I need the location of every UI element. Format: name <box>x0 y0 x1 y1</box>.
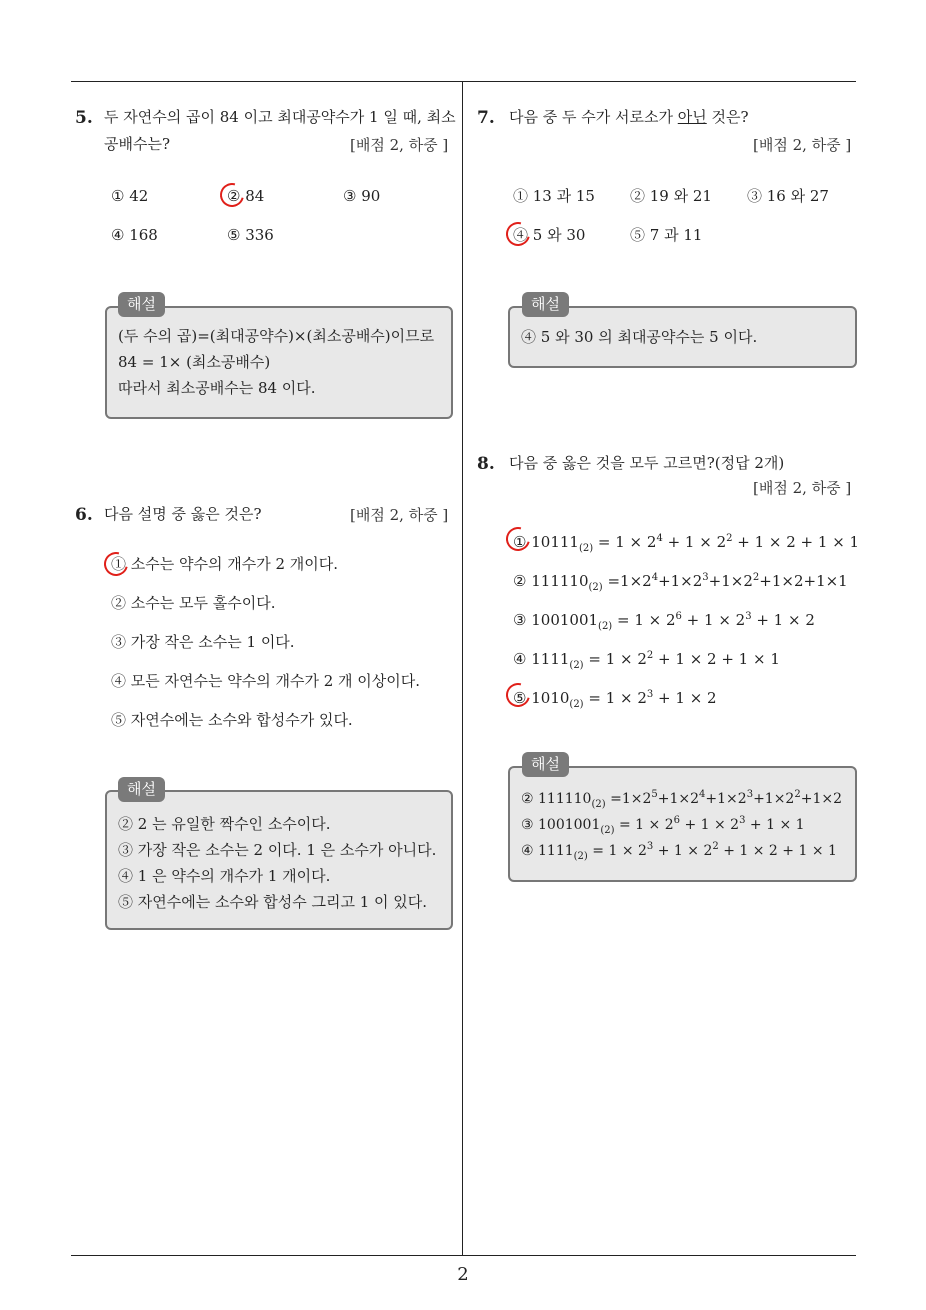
expression-term: +1×2 <box>708 572 753 590</box>
binary-number: 1111 <box>538 843 574 859</box>
column-divider <box>462 82 463 1255</box>
question-text-part: 것은? <box>706 108 749 126</box>
expression-term: +1×2 <box>705 791 747 807</box>
base-subscript: (2) <box>578 543 594 554</box>
question-text: 다음 중 옳은 것을 모두 고르면?(정답 2개) <box>509 454 785 472</box>
binary-number: 111110 <box>538 791 592 807</box>
question-text: 다음 설명 중 옳은 것은? <box>104 505 262 523</box>
exponent: 4 <box>699 789 706 800</box>
question-text-cont: 공배수는? <box>104 135 171 153</box>
binary-number: 10111 <box>531 533 579 551</box>
explanation-tag: 해설 <box>522 752 569 777</box>
explanation-line: ④ 5 와 30 의 최대공약수는 5 이다. <box>521 328 758 346</box>
explanation-box <box>105 306 453 419</box>
binary-number: 1001001 <box>538 817 601 833</box>
option-3[interactable] <box>513 606 815 638</box>
option-formula <box>513 572 848 593</box>
expression-term: = 1 × 2 <box>592 843 647 859</box>
explanation-tag: 해설 <box>522 292 569 317</box>
expression-term: + 1 × 2 <box>653 843 713 859</box>
exponent: 6 <box>673 815 681 826</box>
option-2[interactable]: ② 소수는 모두 홀수이다. <box>111 594 276 612</box>
option-3[interactable]: ③ 가장 작은 소수는 1 이다. <box>111 633 295 651</box>
explanation-box <box>508 766 857 882</box>
expression-term: + 1 × 2 <box>662 533 727 551</box>
exponent: 2 <box>752 572 760 583</box>
expression-term: =1×2 <box>610 791 652 807</box>
option-symbol: ③ <box>521 817 534 833</box>
option-2[interactable]: ② 84 <box>227 187 265 205</box>
expression-term: + 1 × 2 + 1 × 1 <box>653 650 780 668</box>
option-symbol: ④ <box>521 843 534 859</box>
question-number: 5. <box>75 108 93 128</box>
question-text-underlined: 아닌 <box>677 108 707 126</box>
option-2[interactable] <box>513 567 848 599</box>
base-subscript: (2) <box>588 582 603 593</box>
exponent: 3 <box>646 689 654 700</box>
option-formula <box>513 533 860 554</box>
explanation-box <box>105 790 453 930</box>
option-formula <box>513 689 717 710</box>
exponent: 3 <box>745 611 752 622</box>
option-1[interactable]: ① 13 과 15 <box>513 187 595 205</box>
binary-number: 1010 <box>531 689 570 707</box>
binary-number: 111110 <box>531 572 589 590</box>
bottom-rule <box>71 1255 856 1256</box>
option-symbol: ② <box>513 572 527 590</box>
exponent: 5 <box>651 789 658 800</box>
exponent: 4 <box>651 572 659 583</box>
explanation-tag: 해설 <box>118 777 165 802</box>
question-number: 8. <box>477 454 495 474</box>
option-formula <box>513 650 780 671</box>
explanation-formula <box>521 789 842 810</box>
score-label: [배점 2, 하중 ] <box>350 136 449 154</box>
option-4[interactable] <box>513 645 780 677</box>
option-3[interactable]: ③ 90 <box>343 187 381 205</box>
option-2[interactable]: ② 19 와 21 <box>630 187 712 205</box>
question-text <box>509 104 749 131</box>
expression-term: = 1 × 2 <box>588 650 647 668</box>
option-5[interactable]: ⑤ 자연수에는 소수와 합성수가 있다. <box>111 711 353 729</box>
score-label: [배점 2, 하중 ] <box>350 506 449 524</box>
expression-term: = 1 × 2 <box>588 689 647 707</box>
base-subscript: (2) <box>591 799 606 810</box>
exponent: 4 <box>656 533 663 544</box>
question-text-part: 다음 중 두 수가 서로소가 <box>509 108 678 126</box>
expression-term: +1×2+1×1 <box>759 572 848 590</box>
expression-term: +1×2 <box>753 791 795 807</box>
option-1[interactable]: ① 소수는 약수의 개수가 2 개이다. <box>111 555 339 573</box>
expression-term: = 1 × 2 <box>619 817 674 833</box>
base-subscript: (2) <box>569 699 584 710</box>
explanation-formula <box>521 841 837 862</box>
exponent: 3 <box>646 841 654 852</box>
expression-term: + 1 × 2 + 1 × 1 <box>718 843 837 859</box>
option-4[interactable]: ④ 168 <box>111 226 158 244</box>
explanation-line: (두 수의 곱)=(최대공약수)×(최소공배수)이므로 <box>118 327 435 345</box>
option-5[interactable]: ⑤ 7 과 11 <box>630 226 703 244</box>
page-number: 2 <box>457 1264 469 1285</box>
option-1[interactable] <box>513 528 859 560</box>
expression-term: + 1 × 2 <box>681 611 746 629</box>
exponent: 2 <box>794 789 801 800</box>
explanation-tag: 해설 <box>118 292 165 317</box>
expression-term: + 1 × 2 <box>751 611 815 629</box>
exponent: 3 <box>746 789 754 800</box>
explanation-line: 따라서 최소공배수는 84 이다. <box>118 379 316 397</box>
expression-term: +1×2 <box>800 791 842 807</box>
binary-number: 1111 <box>531 650 570 668</box>
exponent: 2 <box>726 533 733 544</box>
exponent: 2 <box>646 650 654 661</box>
option-4[interactable]: ④ 5 와 30 <box>513 226 586 244</box>
exponent: 3 <box>702 572 709 583</box>
option-symbol: ③ <box>513 611 527 629</box>
base-subscript: (2) <box>569 660 584 671</box>
expression-term: +1×2 <box>658 572 703 590</box>
expression-term: = 1 × 2 <box>597 533 657 551</box>
explanation-line: ⑤ 자연수에는 소수와 합성수 그리고 1 이 있다. <box>118 893 428 911</box>
top-rule <box>71 81 856 82</box>
expression-term: + 1 × 2 <box>680 817 740 833</box>
question-number: 7. <box>477 108 495 128</box>
expression-term: + 1 × 2 <box>653 689 717 707</box>
option-formula <box>513 611 815 632</box>
expression-term: + 1 × 2 + 1 × 1 <box>732 533 860 551</box>
option-3[interactable]: ③ 16 와 27 <box>747 187 829 205</box>
exponent: 2 <box>712 841 719 852</box>
binary-number: 1001001 <box>531 611 599 629</box>
expression-term: = 1 × 2 <box>617 611 676 629</box>
option-symbol: ② <box>521 791 534 807</box>
explanation-line: 84 = 1× (최소공배수) <box>118 353 271 371</box>
explanation-line <box>521 834 837 870</box>
exponent: 6 <box>675 611 682 622</box>
option-symbol: ① <box>513 533 527 551</box>
option-symbol: ⑤ <box>513 689 527 707</box>
score-label: [배점 2, 하중 ] <box>753 136 852 154</box>
explanation-line: ④ 1 은 약수의 개수가 1 개이다. <box>118 867 331 885</box>
question-number: 6. <box>75 505 93 525</box>
option-1[interactable]: ① 42 <box>111 187 149 205</box>
option-5[interactable] <box>513 684 717 716</box>
explanation-line: ③ 가장 작은 소수는 2 이다. 1 은 소수가 아니다. <box>118 841 437 859</box>
explanation-line: ② 2 는 유일한 짝수인 소수이다. <box>118 815 331 833</box>
expression-term: +1×2 <box>657 791 700 807</box>
expression-term: =1×2 <box>607 572 652 590</box>
base-subscript: (2) <box>600 825 615 836</box>
expression-term: + 1 × 1 <box>745 817 805 833</box>
option-4[interactable]: ④ 모든 자연수는 약수의 개수가 2 개 이상이다. <box>111 672 421 690</box>
score-label: [배점 2, 하중 ] <box>753 479 852 497</box>
explanation-formula <box>521 815 805 836</box>
option-symbol: ④ <box>513 650 527 668</box>
option-5[interactable]: ⑤ 336 <box>227 226 274 244</box>
exponent: 3 <box>739 815 746 826</box>
question-text: 두 자연수의 곱이 84 이고 최대공약수가 1 일 때, 최소 <box>104 108 456 126</box>
base-subscript: (2) <box>573 851 588 862</box>
base-subscript: (2) <box>598 621 613 632</box>
